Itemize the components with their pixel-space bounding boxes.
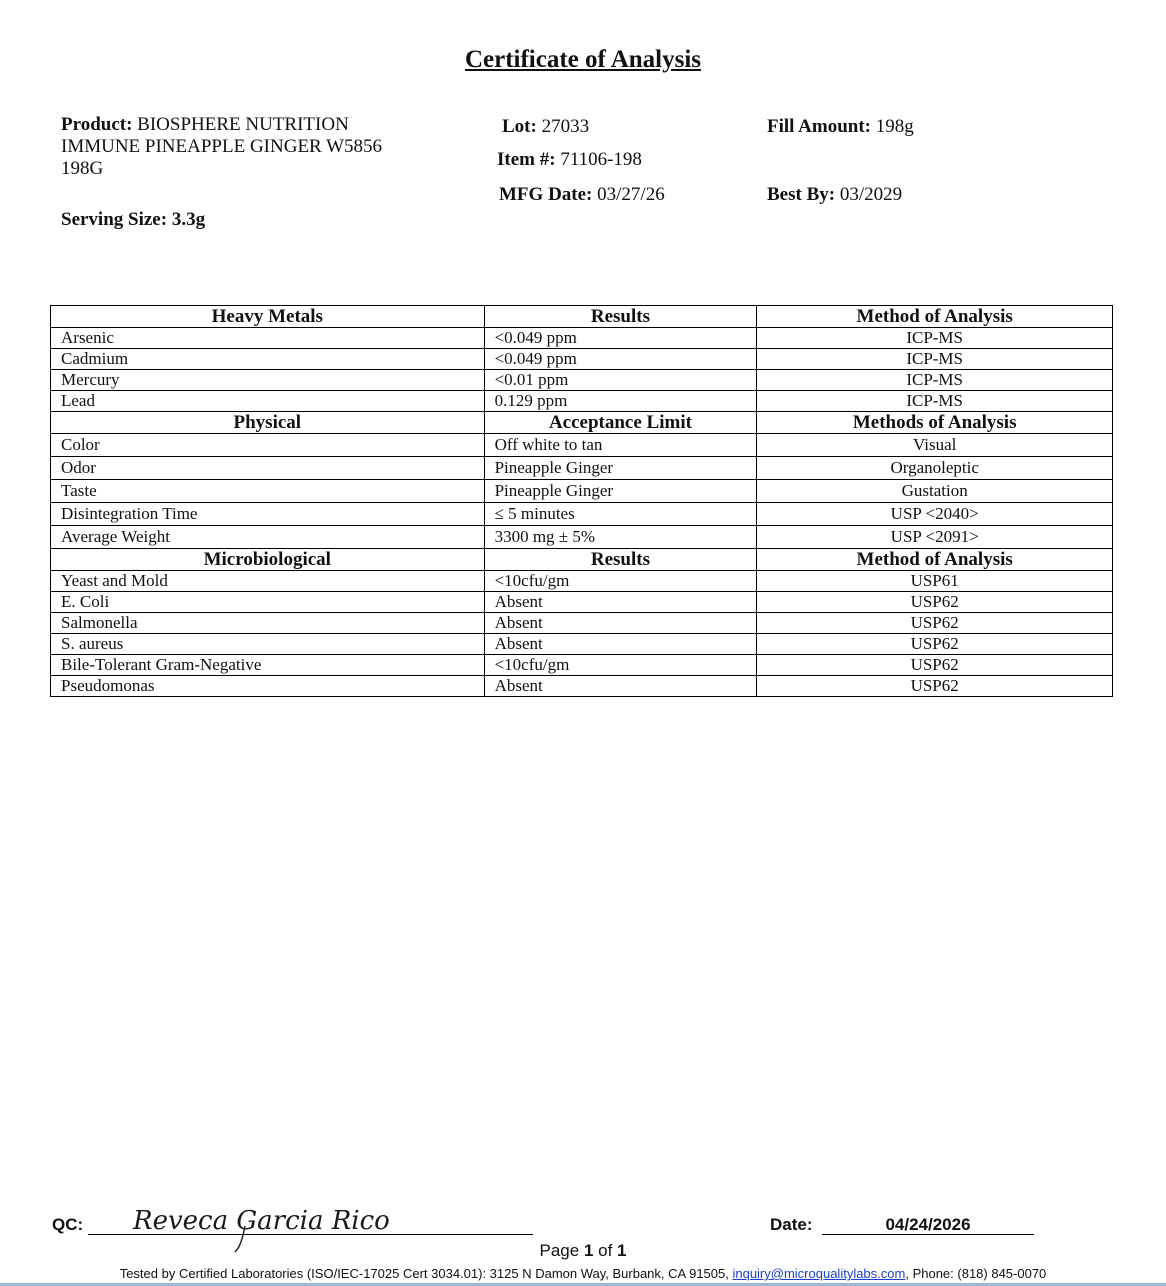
fill-info [767, 116, 914, 138]
mfg-value: 03/27/26 [597, 184, 665, 205]
product-info [61, 114, 382, 180]
date-label: Date: [770, 1215, 813, 1234]
method-cell: USP62 [757, 676, 1113, 697]
footer [0, 1266, 1166, 1281]
method-cell: ICP-MS [757, 328, 1113, 349]
page-total: 1 [617, 1241, 627, 1260]
test-name-cell: Pseudomonas [51, 676, 485, 697]
page-prefix: Page [539, 1241, 584, 1260]
bestby-label: Best By: [767, 184, 836, 205]
table-row [51, 634, 1113, 655]
table-row [51, 370, 1113, 391]
result-cell: 0.129 ppm [484, 391, 757, 412]
signature-text: Reveca Garcia Rico [133, 1206, 390, 1236]
test-name-cell: Lead [51, 391, 485, 412]
table-row [51, 676, 1113, 697]
result-cell: Absent [484, 676, 757, 697]
serving-size [61, 209, 205, 231]
section-header-cell: Heavy Metals [51, 306, 485, 328]
result-cell: <0.01 ppm [484, 370, 757, 391]
bestby-value: 03/2029 [839, 184, 903, 205]
qc-signature-line [88, 1234, 533, 1235]
method-cell: USP62 [757, 655, 1113, 676]
test-name-cell: Cadmium [51, 349, 485, 370]
test-name-cell: Mercury [51, 370, 485, 391]
result-cell: <0.049 ppm [484, 349, 757, 370]
fill-value: 198g [875, 116, 914, 137]
table-row [51, 391, 1113, 412]
section-header-cell: Methods of Analysis [757, 412, 1113, 434]
lot-info [502, 116, 589, 138]
section-header-cell: Results [484, 306, 757, 328]
test-name-cell: Salmonella [51, 613, 485, 634]
result-cell: ≤ 5 minutes [484, 503, 757, 526]
bestby-info [767, 184, 902, 206]
method-cell: USP62 [757, 592, 1113, 613]
test-name-cell: E. Coli [51, 592, 485, 613]
section-header-cell: Method of Analysis [757, 549, 1113, 571]
test-name-cell: Bile-Tolerant Gram-Negative [51, 655, 485, 676]
test-name-cell: Taste [51, 480, 485, 503]
page-mid: of [593, 1241, 618, 1260]
table-row [51, 571, 1113, 592]
analysis-table [50, 305, 1113, 697]
method-cell: USP <2091> [757, 526, 1113, 549]
section-header-cell: Physical [51, 412, 485, 434]
test-name-cell: Color [51, 434, 485, 457]
qc-label: QC: [52, 1215, 84, 1234]
serving-size-text: Serving Size: 3.3g [61, 209, 206, 230]
test-name-cell: Disintegration Time [51, 503, 485, 526]
item-value: 71106-198 [560, 149, 642, 170]
method-cell: USP61 [757, 571, 1113, 592]
test-name-cell: Odor [51, 457, 485, 480]
product-name-line3: 198G [61, 158, 104, 179]
section-header-cell: Acceptance Limit [484, 412, 757, 434]
fill-label: Fill Amount: [767, 116, 871, 137]
table-row [51, 655, 1113, 676]
date-line [822, 1234, 1034, 1235]
table-row [51, 592, 1113, 613]
item-label: Item #: [497, 149, 556, 170]
document-title: Certificate of Analysis [464, 46, 702, 73]
test-name-cell: Arsenic [51, 328, 485, 349]
method-cell: USP62 [757, 613, 1113, 634]
lot-value: 27033 [541, 116, 590, 137]
result-cell: Absent [484, 592, 757, 613]
result-cell: Pineapple Ginger [484, 457, 757, 480]
table-row [51, 480, 1113, 503]
method-cell: Gustation [757, 480, 1113, 503]
table-row [51, 457, 1113, 480]
method-cell: USP <2040> [757, 503, 1113, 526]
footer-lab-info: Tested by Certified Laboratories (ISO/IEC-17025 Cert 3034.01): 3125 N Damon Way, Burbank, CA 91505, [119, 1266, 733, 1281]
result-cell: <10cfu/gm [484, 571, 757, 592]
result-cell: Off white to tan [484, 434, 757, 457]
result-cell: <10cfu/gm [484, 655, 757, 676]
section-header-row [51, 412, 1113, 434]
result-cell: Absent [484, 613, 757, 634]
section-header-cell: Method of Analysis [757, 306, 1113, 328]
result-cell: Pineapple Ginger [484, 480, 757, 503]
product-label: Product: [61, 114, 133, 135]
method-cell: Organoleptic [757, 457, 1113, 480]
table-row [51, 349, 1113, 370]
mfg-info [499, 184, 665, 206]
page-number [0, 1241, 1166, 1261]
table-row [51, 503, 1113, 526]
table-row [51, 434, 1113, 457]
date-value: 04/24/2026 [885, 1215, 971, 1234]
test-name-cell: S. aureus [51, 634, 485, 655]
method-cell: USP62 [757, 634, 1113, 655]
section-header-cell: Results [484, 549, 757, 571]
section-header-row [51, 549, 1113, 571]
test-name-cell: Yeast and Mold [51, 571, 485, 592]
item-info [497, 149, 642, 171]
page-current: 1 [583, 1241, 594, 1260]
footer-email-link[interactable]: inquiry@microqualitylabs.com [732, 1266, 906, 1281]
footer-phone: , Phone: (818) 845-0070 [905, 1266, 1047, 1281]
method-cell: Visual [757, 434, 1113, 457]
mfg-label: MFG Date: [499, 184, 593, 205]
result-cell: Absent [484, 634, 757, 655]
section-header-row [51, 306, 1113, 328]
product-name-line1: BIOSPHERE NUTRITION [137, 114, 349, 135]
section-header-cell: Microbiological [51, 549, 485, 571]
table-row [51, 328, 1113, 349]
test-name-cell: Average Weight [51, 526, 485, 549]
table-row [51, 613, 1113, 634]
method-cell: ICP-MS [757, 349, 1113, 370]
product-name-line2: IMMUNE PINEAPPLE GINGER W5856 [61, 136, 383, 157]
result-cell: <0.049 ppm [484, 328, 757, 349]
lot-label: Lot: [502, 116, 537, 137]
method-cell: ICP-MS [757, 391, 1113, 412]
table-row [51, 526, 1113, 549]
result-cell: 3300 mg ± 5% [484, 526, 757, 549]
method-cell: ICP-MS [757, 370, 1113, 391]
